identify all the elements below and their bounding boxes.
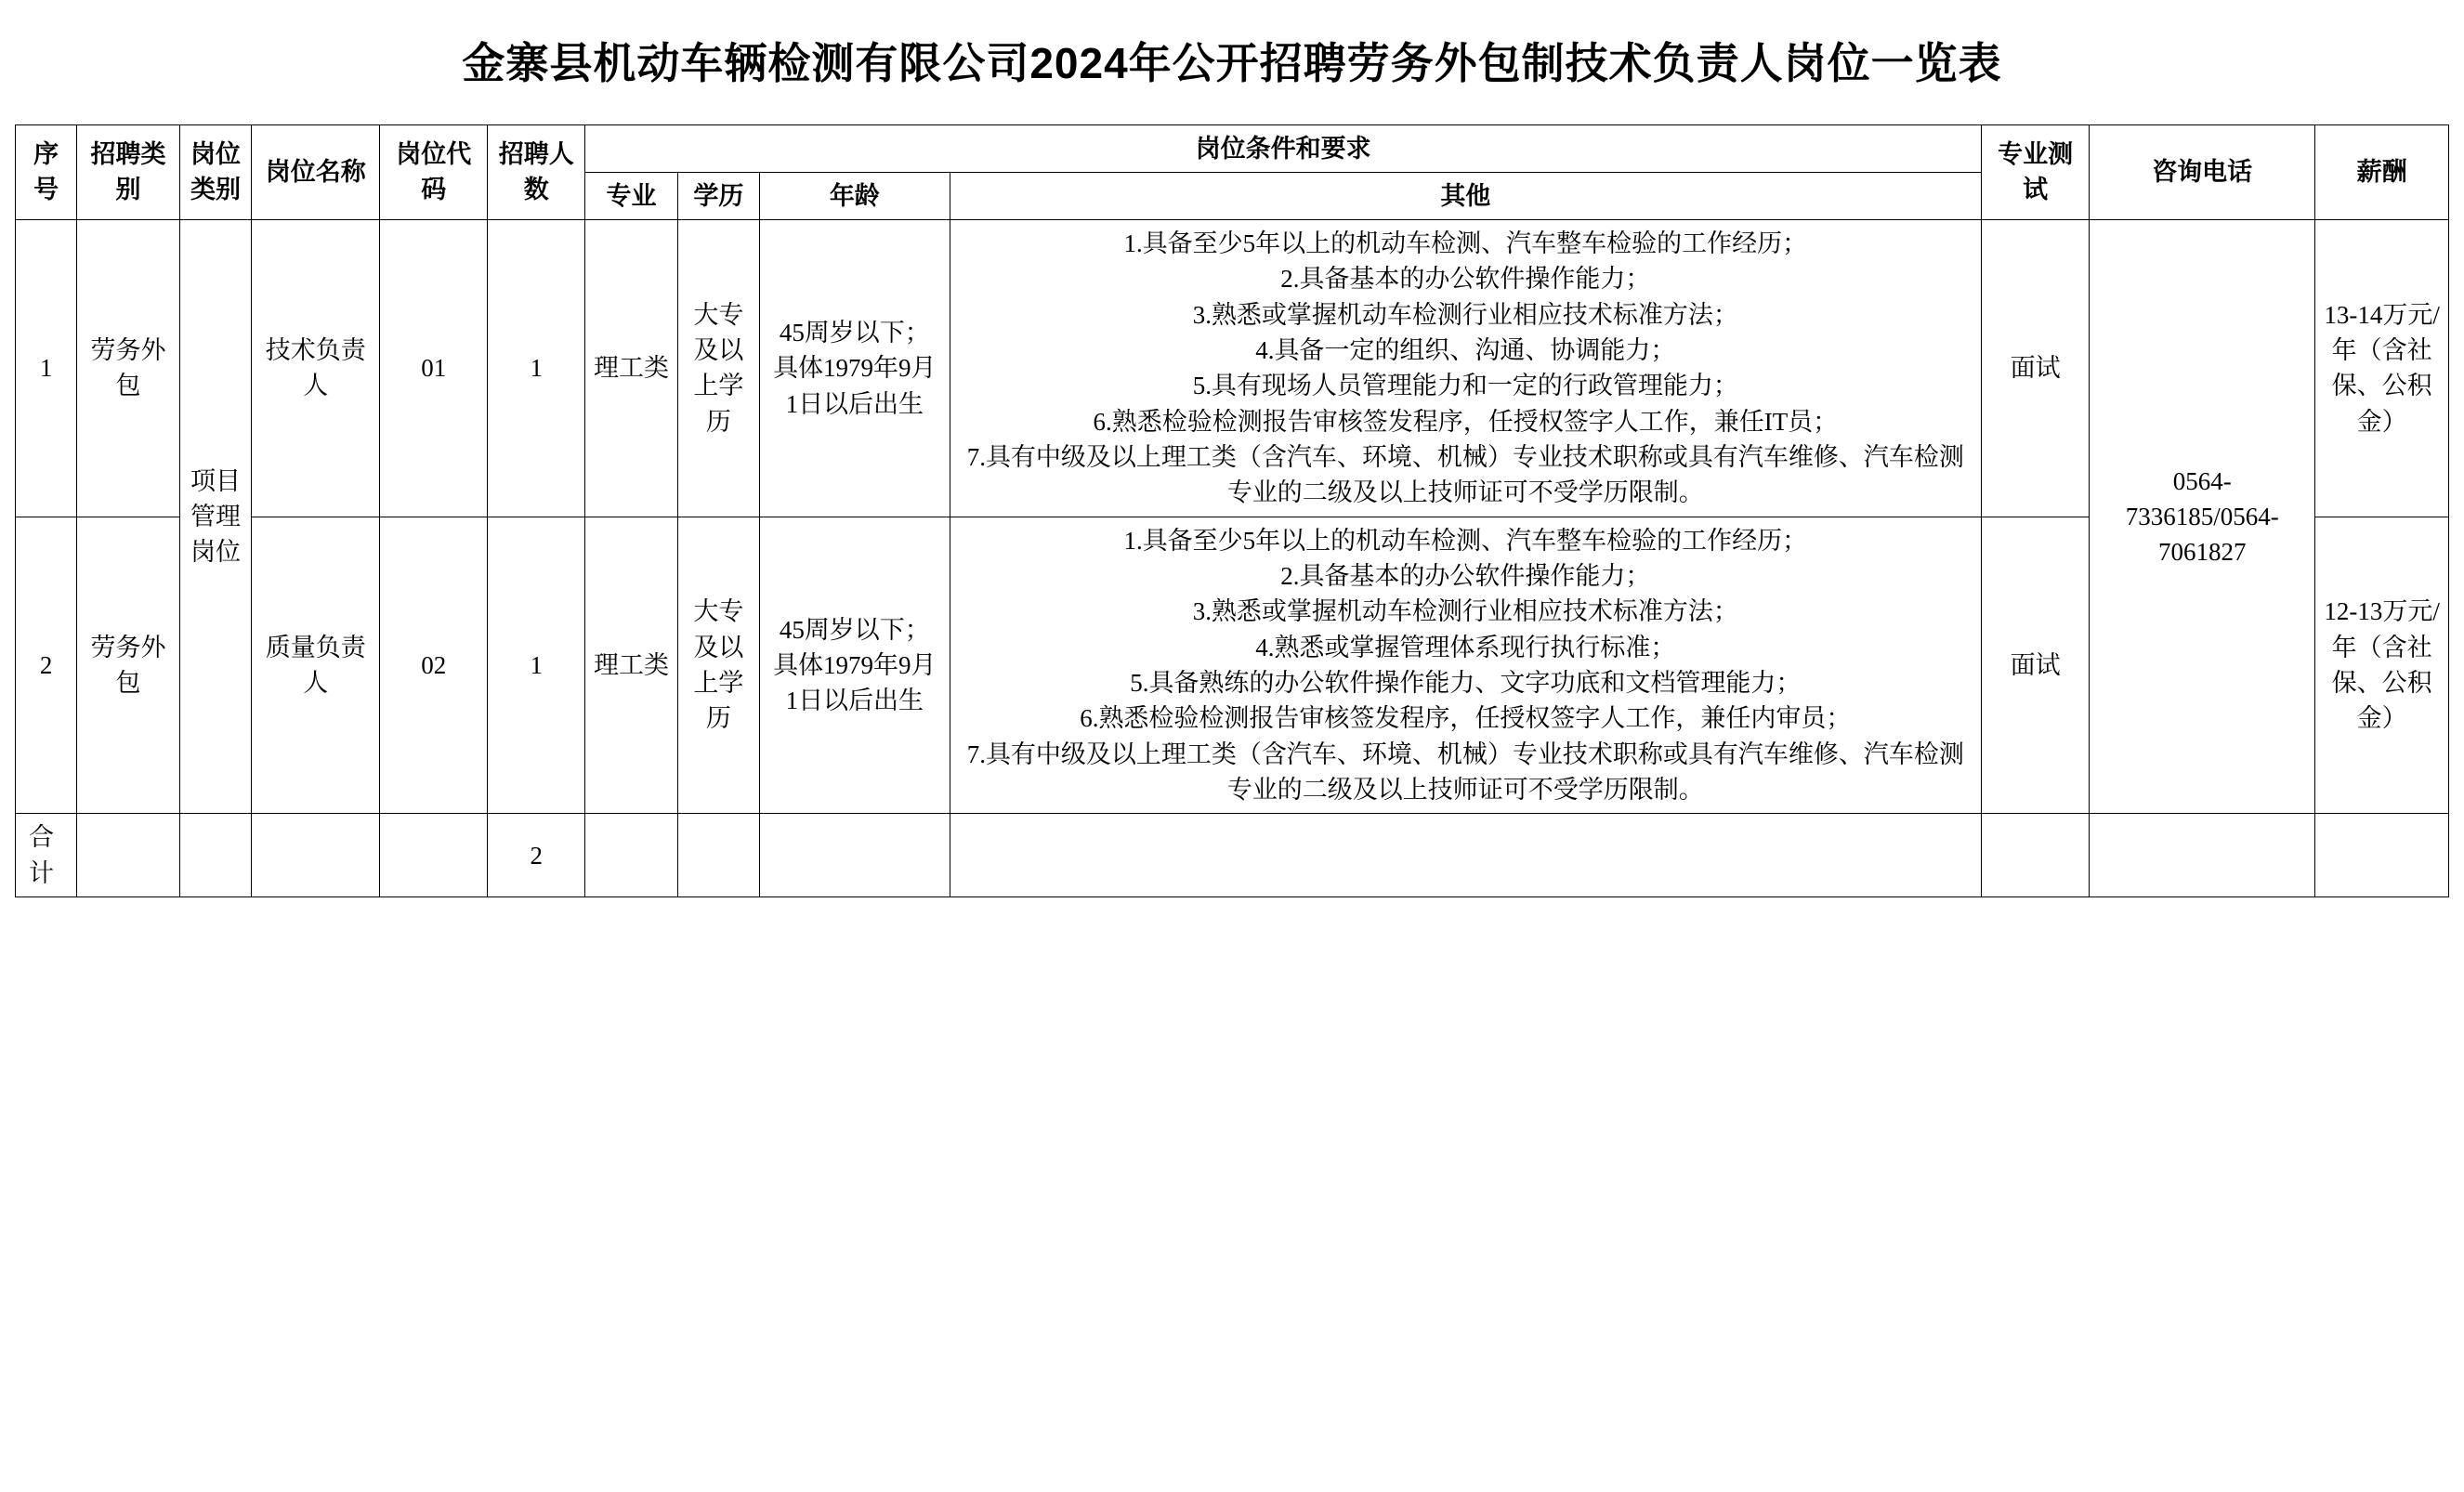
cell-test: 面试 xyxy=(1982,517,2090,814)
requirement-line: 3.熟悉或掌握机动车检测行业相应技术标准方法； xyxy=(1192,300,1738,329)
table-total-row xyxy=(16,814,2449,897)
col-header-other: 其他 xyxy=(950,172,1982,219)
requirement-line: 3.熟悉或掌握机动车检测行业相应技术标准方法； xyxy=(1192,597,1738,626)
cell-seq: 1 xyxy=(16,220,77,517)
cell-test: 面试 xyxy=(1982,220,2090,517)
cell-post-type: 项目管理岗位 xyxy=(179,220,251,814)
requirement-line: 6.熟悉检验检测报告审核签发程序，任授权签字人工作，兼任内审员； xyxy=(1080,704,1852,733)
requirement-line: 6.熟悉检验检测报告审核签发程序，任授权签字人工作，兼任IT员； xyxy=(1093,407,1839,436)
requirement-line: 1.具备至少5年以上的机动车检测、汽车整车检验的工作经历； xyxy=(1123,526,1808,555)
col-header-recruit-type: 招聘类别 xyxy=(77,124,180,220)
table-row xyxy=(16,517,2449,814)
cell-headcount: 1 xyxy=(488,517,585,814)
requirement-line: 5.具备熟练的办公软件操作能力、文字功底和文档管理能力； xyxy=(1130,669,1802,698)
requirement-line: 2.具备基本的办公软件操作能力； xyxy=(1280,265,1651,294)
cell-other-requirements xyxy=(950,517,1982,814)
recruitment-table xyxy=(15,124,2449,898)
total-headcount: 2 xyxy=(488,814,585,897)
table-header xyxy=(16,124,2449,220)
cell-recruit-type: 劳务外包 xyxy=(77,517,180,814)
col-header-seq: 序号 xyxy=(16,124,77,220)
total-post-code xyxy=(380,814,488,897)
requirement-line: 4.熟悉或掌握管理体系现行执行标准； xyxy=(1255,633,1676,661)
total-label: 合计 xyxy=(16,814,77,897)
col-header-major: 专业 xyxy=(585,172,677,219)
col-header-post-code: 岗位代码 xyxy=(380,124,488,220)
col-header-age: 年龄 xyxy=(760,172,950,219)
table-header-row-1 xyxy=(16,124,2449,172)
cell-headcount: 1 xyxy=(488,220,585,517)
cell-major: 理工类 xyxy=(585,220,677,517)
cell-seq: 2 xyxy=(16,517,77,814)
col-header-conditions-group: 岗位条件和要求 xyxy=(585,124,1982,172)
total-phone xyxy=(2090,814,2315,897)
cell-education: 大专及以上学历 xyxy=(677,220,759,517)
total-major xyxy=(585,814,677,897)
cell-salary: 12-13万元/年（含社保、公积金） xyxy=(2315,517,2449,814)
col-header-education: 学历 xyxy=(677,172,759,219)
total-other xyxy=(950,814,1982,897)
cell-salary: 13-14万元/年（含社保、公积金） xyxy=(2315,220,2449,517)
cell-other-requirements xyxy=(950,220,1982,517)
requirement-line: 7.具有中级及以上理工类（含汽车、环境、机械）专业技术职称或具有汽车维修、汽车检测专业的二级及以上技师证可不受学历限制。 xyxy=(966,443,1964,507)
cell-education: 大专及以上学历 xyxy=(677,517,759,814)
requirement-line: 5.具有现场人员管理能力和一定的行政管理能力； xyxy=(1192,372,1738,400)
cell-recruit-type: 劳务外包 xyxy=(77,220,180,517)
page-title: 金寨县机动车辆检测有限公司2024年公开招聘劳务外包制技术负责人岗位一览表 xyxy=(462,39,2002,87)
col-header-headcount: 招聘人数 xyxy=(488,124,585,220)
total-recruit-type xyxy=(77,814,180,897)
cell-post-code: 01 xyxy=(380,220,488,517)
requirement-line: 4.具备一定的组织、沟通、协调能力； xyxy=(1255,336,1676,365)
col-header-salary: 薪酬 xyxy=(2315,124,2449,220)
table-row xyxy=(16,220,2449,517)
total-post-type xyxy=(179,814,251,897)
total-education xyxy=(677,814,759,897)
cell-phone: 0564-7336185/0564-7061827 xyxy=(2090,220,2315,814)
requirement-line: 1.具备至少5年以上的机动车检测、汽车整车检验的工作经历； xyxy=(1123,229,1808,258)
cell-age: 45周岁以下；具体1979年9月1日以后出生 xyxy=(760,517,950,814)
col-header-test: 专业测试 xyxy=(1982,124,2090,220)
col-header-phone: 咨询电话 xyxy=(2090,124,2315,220)
cell-post-name: 技术负责人 xyxy=(252,220,380,517)
col-header-post-name: 岗位名称 xyxy=(252,124,380,220)
total-test xyxy=(1982,814,2090,897)
table-body xyxy=(16,220,2449,897)
cell-post-name: 质量负责人 xyxy=(252,517,380,814)
cell-post-code: 02 xyxy=(380,517,488,814)
cell-age: 45周岁以下；具体1979年9月1日以后出生 xyxy=(760,220,950,517)
total-post-name xyxy=(252,814,380,897)
requirement-line: 7.具有中级及以上理工类（含汽车、环境、机械）专业技术职称或具有汽车维修、汽车检测专业的二级及以上技师证可不受学历限制。 xyxy=(966,739,1964,805)
requirement-line: 2.具备基本的办公软件操作能力； xyxy=(1280,562,1651,591)
total-age xyxy=(760,814,950,897)
cell-major: 理工类 xyxy=(585,517,677,814)
total-salary xyxy=(2315,814,2449,897)
col-header-post-type: 岗位类别 xyxy=(179,124,251,220)
